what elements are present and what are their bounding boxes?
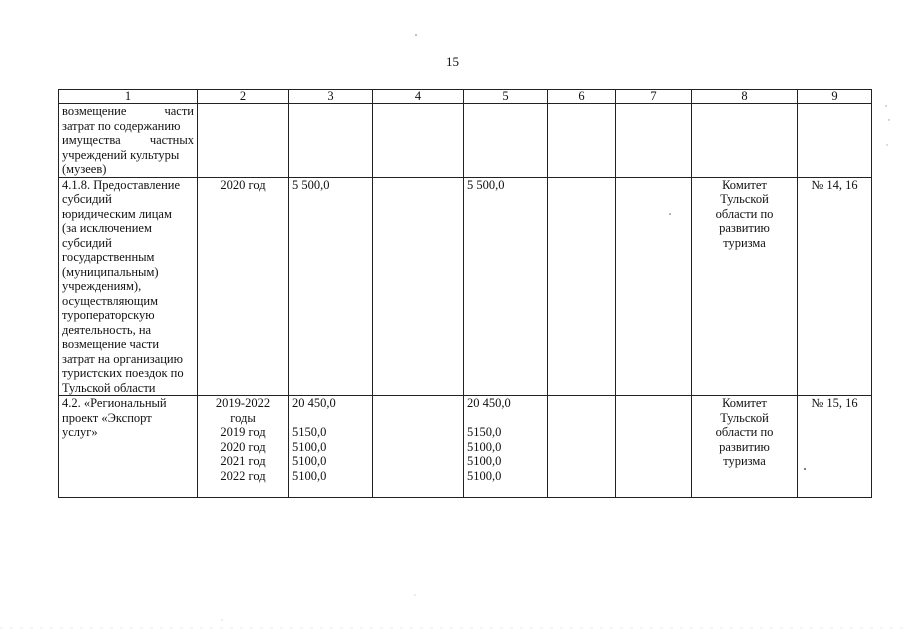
other-sources-cell <box>616 104 692 178</box>
col-header: 4 <box>373 90 464 104</box>
cell-line: государственным <box>62 250 155 264</box>
cell-line: 4.2. «Региональный <box>62 396 167 410</box>
local-budget-cell <box>548 104 616 178</box>
cell-line: возмещение части <box>62 104 194 118</box>
cell-line: Комитет <box>722 177 767 192</box>
federal-budget-cell <box>373 104 464 178</box>
cell-line: 2021 год <box>220 454 266 468</box>
indicator-cell: № 14, 16 <box>798 177 872 396</box>
period-cell <box>198 396 289 498</box>
measure-name-cell <box>59 177 198 396</box>
col-header: 7 <box>616 90 692 104</box>
cell-line: субсидий <box>62 235 112 250</box>
cell-line: 5100,0 <box>467 439 502 454</box>
table-row <box>59 396 872 498</box>
cell-line: Тульской области <box>62 380 156 395</box>
cell-line: (за исключением <box>62 221 152 235</box>
col-header: 9 <box>798 90 872 104</box>
table-row <box>59 177 872 396</box>
header-row <box>59 90 872 104</box>
cell-line: учреждений культуры <box>62 147 180 162</box>
cell-line: 2019-2022 <box>215 396 271 410</box>
cell-line: 5100,0 <box>292 439 327 454</box>
executor-cell <box>692 396 798 498</box>
measure-name-cell <box>59 396 198 498</box>
total-cell <box>289 396 373 498</box>
program-table <box>58 89 872 498</box>
cell-line: осуществляющим <box>62 293 158 308</box>
cell-line: туризма <box>723 235 766 250</box>
cell-line: юридическим лицам <box>62 206 172 221</box>
cell-line: 5100,0 <box>467 454 502 468</box>
page-number: 15 <box>446 54 459 69</box>
cell-line: 5 500,0 <box>292 177 330 192</box>
cell-line <box>292 411 369 426</box>
cell-line: деятельность, на <box>62 322 152 337</box>
cell-line: годы <box>230 410 256 425</box>
cell-line: (муниципальным) <box>62 264 159 279</box>
table-row <box>59 104 872 178</box>
indicator-cell <box>798 104 872 178</box>
col-header: 1 <box>59 90 198 104</box>
cell-line: области по <box>715 206 774 221</box>
measure-name-cell <box>59 104 198 178</box>
cell-line: 2022 год <box>220 468 266 483</box>
cell-line: 2020 год <box>220 439 266 454</box>
cell-line: учреждениям), <box>62 279 142 293</box>
cell-line: 5150,0 <box>292 425 327 439</box>
cell-line: субсидий <box>62 192 112 206</box>
cell-line: 5100,0 <box>292 468 327 483</box>
cell-line: 5 500,0 <box>467 177 505 192</box>
other-sources-cell <box>616 177 692 396</box>
executor-cell <box>692 177 798 396</box>
cell-line: (музеев) <box>62 162 107 176</box>
period-cell <box>198 177 289 396</box>
cell-line: 5100,0 <box>467 468 502 483</box>
other-sources-cell <box>616 396 692 498</box>
local-budget-cell <box>548 396 616 498</box>
col-header: 5 <box>464 90 548 104</box>
indicator-cell: № 15, 16 <box>798 396 872 498</box>
cell-line: возмещение части <box>62 337 160 351</box>
cell-line: 20 450,0 <box>292 396 336 410</box>
period-cell <box>198 104 289 178</box>
cell-line: 2020 год <box>220 177 266 192</box>
cell-line: туроператорскую <box>62 308 155 322</box>
cell-line <box>467 411 544 426</box>
executor-cell <box>692 104 798 178</box>
cell-line: услуг» <box>62 425 98 439</box>
federal-budget-cell <box>373 177 464 396</box>
regional-budget-cell <box>464 396 548 498</box>
cell-line: затрат по содержанию <box>62 118 181 133</box>
cell-line: имущества частных <box>62 133 194 147</box>
cell-line: развитию <box>719 439 770 454</box>
cell-line: 5150,0 <box>467 425 502 439</box>
cell-line: 2019 год <box>220 425 266 439</box>
cell-line: развитию <box>719 221 770 235</box>
col-header: 2 <box>198 90 289 104</box>
cell-line: туризма <box>723 454 766 468</box>
col-header: 8 <box>692 90 798 104</box>
cell-line: Тульской <box>720 410 769 425</box>
cell-line: затрат на организацию <box>62 351 183 366</box>
cell-line: проект «Экспорт <box>62 410 152 425</box>
total-cell <box>289 177 373 396</box>
col-header: 6 <box>548 90 616 104</box>
cell-line: Тульской <box>720 192 769 206</box>
cell-line: Комитет <box>722 396 767 410</box>
total-cell <box>289 104 373 178</box>
regional-budget-cell <box>464 177 548 396</box>
cell-line: области по <box>715 425 774 439</box>
col-header: 3 <box>289 90 373 104</box>
cell-line: 4.1.8. Предоставление <box>62 177 180 192</box>
federal-budget-cell <box>373 396 464 498</box>
regional-budget-cell <box>464 104 548 178</box>
cell-line: 20 450,0 <box>467 396 511 410</box>
local-budget-cell <box>548 177 616 396</box>
cell-line: 5100,0 <box>292 454 327 468</box>
cell-line: туристских поездок по <box>62 366 184 380</box>
